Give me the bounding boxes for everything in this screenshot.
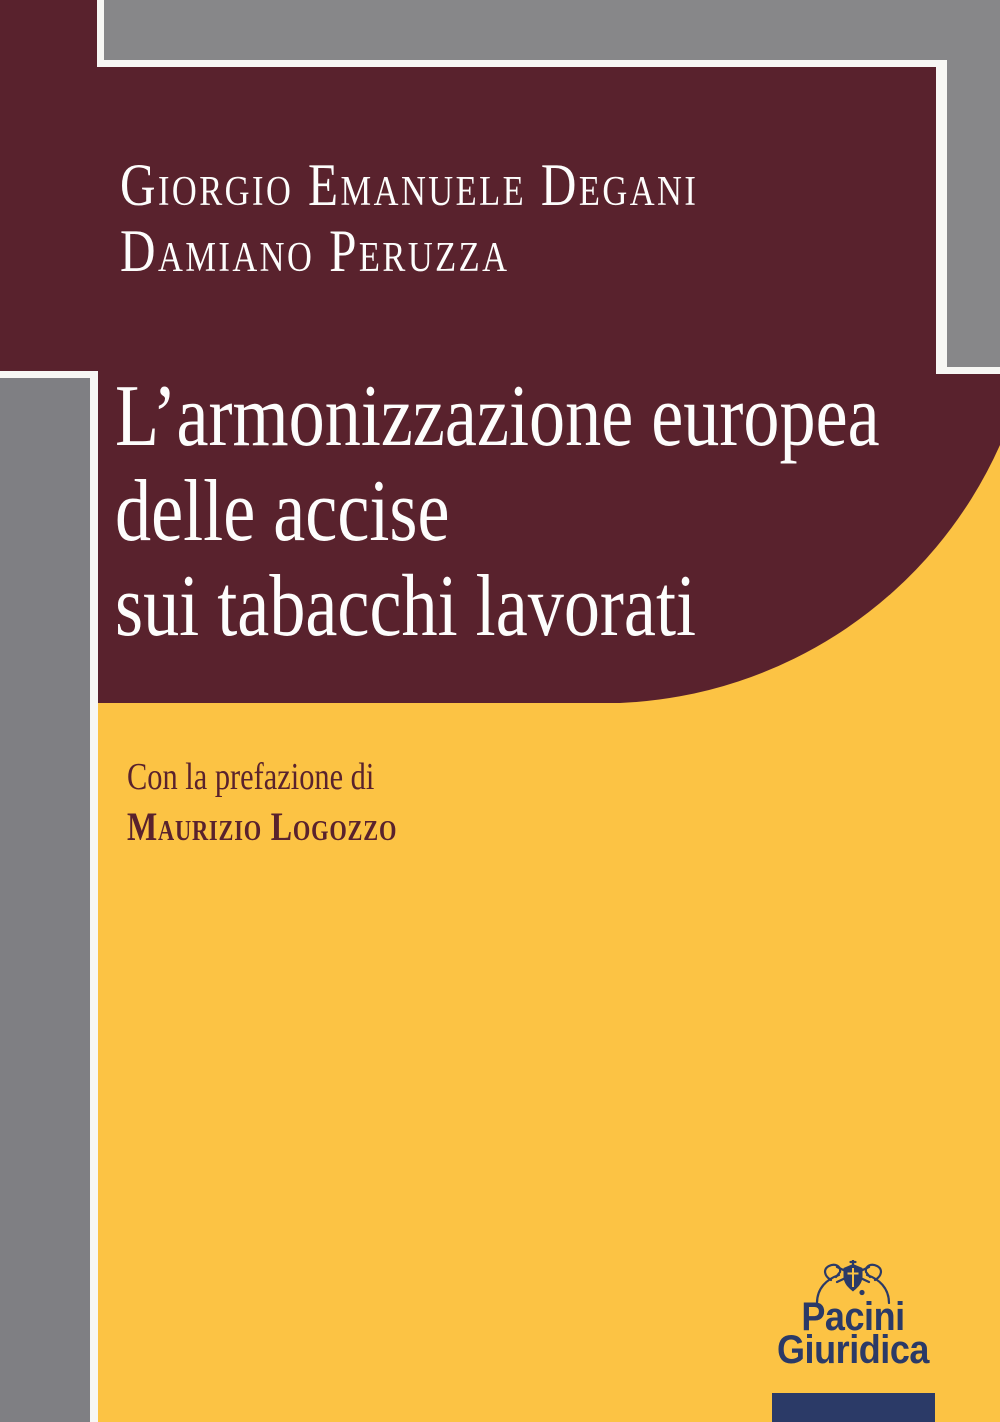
- preface-author-name: Maurizio Logozzo: [127, 804, 398, 849]
- publisher-name-giuridica: Giuridica: [776, 1328, 929, 1372]
- author-line-1: Giorgio Emanuele Degani: [120, 152, 699, 218]
- publisher-name-pacini: Pacini: [801, 1295, 905, 1339]
- preface-intro: Con la prefazione di: [127, 756, 375, 798]
- title-line-3: sui tabacchi lavorati: [115, 558, 697, 655]
- publisher-logo: [753, 1260, 953, 1372]
- gray-left-column: [0, 378, 90, 1422]
- title-line-1: L’armonizzazione europea: [115, 368, 880, 465]
- authors-block: [120, 152, 698, 284]
- preface-block: [127, 752, 397, 852]
- book-title: [115, 369, 880, 654]
- title-line-2: delle accise: [115, 463, 450, 560]
- publisher-bar: [772, 1393, 935, 1422]
- author-line-2: Damiano Peruzza: [120, 218, 510, 284]
